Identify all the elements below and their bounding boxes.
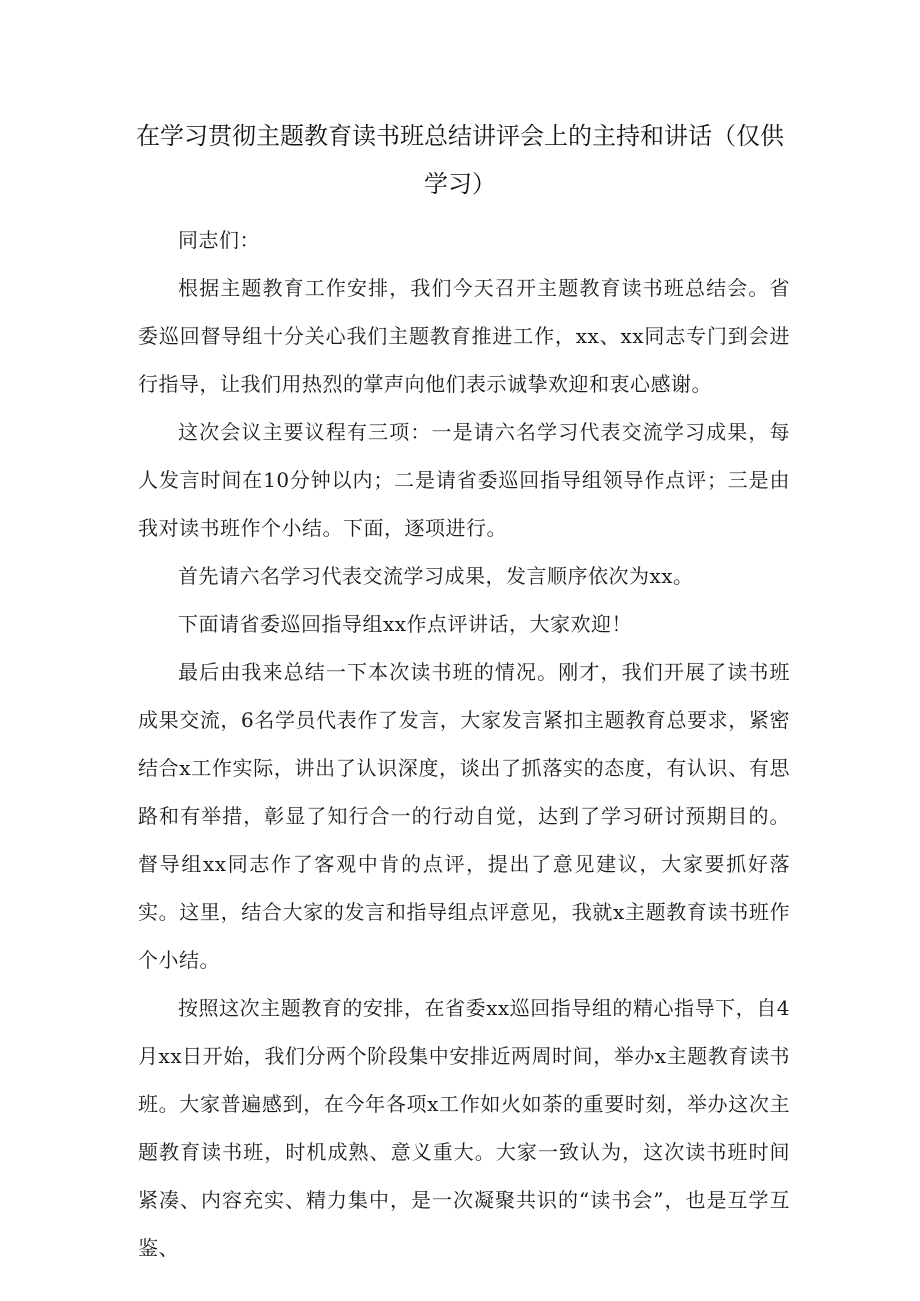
body-paragraph: 按照这次主题教育的安排，在省委xx巡回指导组的精心指导下，自4月xx日开始，我们分两个阶段集中安排近两周时间，举办x主题教育读书班。大家普遍感到，在今年各项x工作如火如荼的重要时刻，举办这次主题教育读书班，时机成熟、意义重大。大家一致认为，这次读书班时间紧凑、内容充实、精力集中，是一次凝聚共识的“读书会”，也是互学互鉴、 <box>138 996 790 1260</box>
body-paragraph: 首先请六名学习代表交流学习成果，发言顺序依次为xx。 <box>178 564 694 588</box>
document-title: 在学习贯彻主题教育读书班总结讲评会上的主持和讲话（仅供学习） <box>136 122 784 198</box>
body-paragraph: 根据主题教育工作安排，我们今天召开主题教育读书班总结会。省委巡回督导组十分关心我们主题教育推进工作，xx、xx同志专门到会进行指导，让我们用热烈的掌声向他们表示诚挚欢迎和衷心感谢。 <box>138 276 790 396</box>
salutation-paragraph: 同志们： <box>178 228 260 252</box>
body-paragraph: 最后由我来总结一下本次读书班的情况。刚才，我们开展了读书班成果交流，6名学员代表作了发言，大家发言紧扣主题教育总要求，紧密结合x工作实际，讲出了认识深度，谈出了抓落实的态度，有认识、有思路和有举措，彰显了知行合一的行动自觉，达到了学习研讨预期目的。督导组xx同志作了客观中肯的点评，提出了意见建议，大家要抓好落实。这里，结合大家的发言和指导组点评意见，我就x主题教育读书班作个小结。 <box>138 660 790 972</box>
body-paragraph: 这次会议主要议程有三项：一是请六名学习代表交流学习成果，每人发言时间在10分钟以内；二是请省委巡回指导组领导作点评；三是由我对读书班作个小结。下面，逐项进行。 <box>138 420 790 540</box>
body-paragraph: 下面请省委巡回指导组xx作点评讲话，大家欢迎！ <box>178 612 633 636</box>
document-body <box>138 216 790 1272</box>
